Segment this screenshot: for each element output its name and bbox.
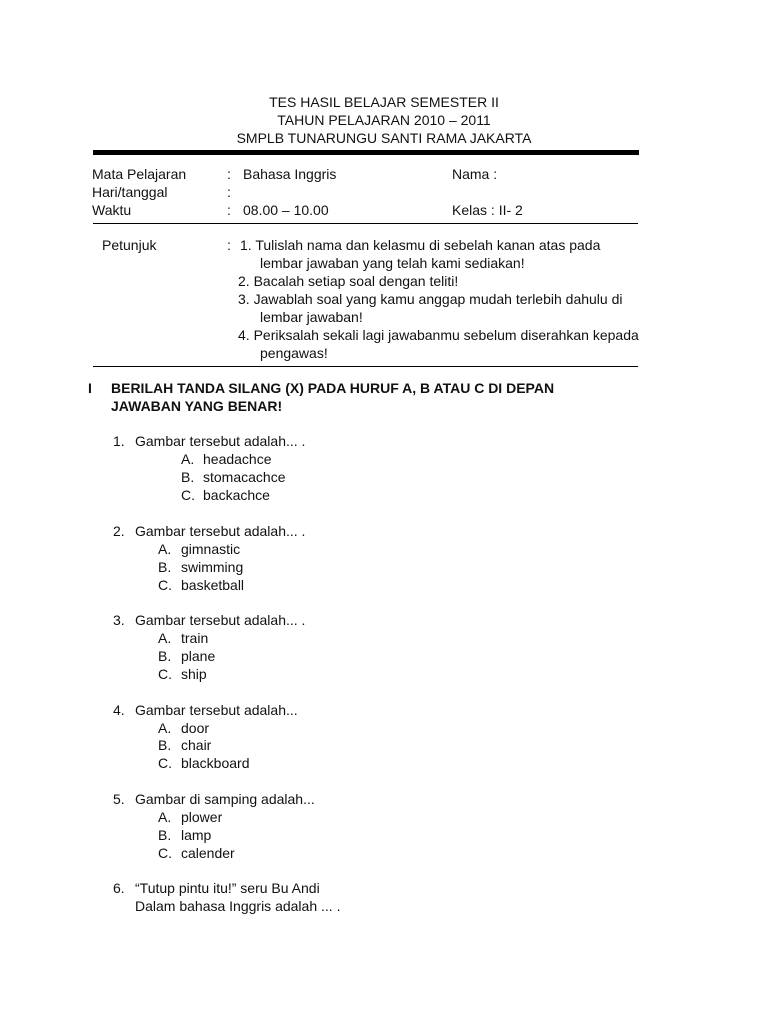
header-divider-thick <box>93 150 639 155</box>
option-letter: A. <box>158 809 172 825</box>
instructions-label: Petunjuk <box>102 237 157 253</box>
time-colon: : <box>227 202 231 218</box>
option-text: basketball <box>181 577 245 593</box>
option-letter: B. <box>181 469 195 485</box>
question-number: 3. <box>113 612 125 628</box>
option-text: stomacachce <box>203 469 286 485</box>
name-label: Nama : <box>452 166 498 182</box>
instruction-line: lembar jawaban yang telah kami sediakan! <box>260 255 525 271</box>
option-letter: C. <box>158 755 172 771</box>
option-letter: B. <box>158 827 172 843</box>
option-letter: A. <box>158 630 172 646</box>
subject-colon: : <box>227 166 231 182</box>
option-letter: A. <box>158 720 172 736</box>
date-colon: : <box>227 184 231 200</box>
question-text-line2: Dalam bahasa Inggris adalah ... . <box>135 898 341 914</box>
option-text: headachce <box>203 451 272 467</box>
option-text: train <box>181 630 209 646</box>
option-text: blackboard <box>181 755 250 771</box>
subject-label: Mata Pelajaran <box>92 166 187 182</box>
instructions-colon: : <box>227 237 231 253</box>
question-number: 6. <box>113 880 125 896</box>
section-number: I <box>88 380 92 396</box>
question-text: Gambar tersebut adalah... . <box>135 523 306 539</box>
option-letter: B. <box>158 648 172 664</box>
option-letter: B. <box>158 559 172 575</box>
instructions-divider <box>93 366 638 367</box>
instruction-line: 3. Jawablah soal yang kamu anggap mudah terlebih dahulu di <box>238 291 623 307</box>
option-text: gimnastic <box>181 541 241 557</box>
section-title: BERILAH TANDA SILANG (X) PADA HURUF A, B ATAU C DI DEPAN <box>111 380 555 396</box>
question-text: Gambar tersebut adalah... <box>135 702 298 718</box>
question-number: 5. <box>113 791 125 807</box>
instruction-line: 4. Periksalah sekali lagi jawabanmu sebelum diserahkan kepada <box>238 327 639 343</box>
option-letter: C. <box>158 845 172 861</box>
option-text: door <box>181 720 210 736</box>
option-text: backachce <box>203 487 270 503</box>
question-number: 4. <box>113 702 125 718</box>
option-letter: C. <box>158 666 172 682</box>
info-divider <box>93 223 638 224</box>
time-label: Waktu <box>92 202 132 218</box>
option-text: lamp <box>181 827 212 843</box>
option-text: chair <box>181 737 212 753</box>
question-number: 1. <box>113 433 125 449</box>
class-label: Kelas : II- 2 <box>452 202 523 218</box>
option-letter: C. <box>158 577 172 593</box>
instruction-line: 2. Bacalah setiap soal dengan teliti! <box>238 273 459 289</box>
option-text: swimming <box>181 559 244 575</box>
doc-title-line3: SMPLB TUNARUNGU SANTI RAMA JAKARTA <box>236 130 532 146</box>
option-letter: A. <box>181 451 195 467</box>
doc-title-line1: TES HASIL BELAJAR SEMESTER II <box>269 94 499 110</box>
doc-title-line2: TAHUN PELAJARAN 2010 – 2011 <box>277 112 491 128</box>
instruction-line: 1. Tulislah nama dan kelasmu di sebelah kanan atas pada <box>240 237 601 253</box>
question-number: 2. <box>113 523 125 539</box>
option-text: ship <box>181 666 207 682</box>
instruction-line: lembar jawaban! <box>260 309 363 325</box>
question-text: Gambar tersebut adalah... . <box>135 433 306 449</box>
option-text: plower <box>181 809 223 825</box>
question-text: Gambar di samping adalah... <box>135 791 315 807</box>
option-text: calender <box>181 845 235 861</box>
section-title-line2: JAWABAN YANG BENAR! <box>111 398 283 414</box>
option-text: plane <box>181 648 216 664</box>
date-label: Hari/tanggal <box>92 184 168 200</box>
option-letter: A. <box>158 541 172 557</box>
instruction-line: pengawas! <box>260 345 328 361</box>
question-text: “Tutup pintu itu!” seru Bu Andi <box>135 880 320 896</box>
time-value: 08.00 – 10.00 <box>243 202 329 218</box>
question-text: Gambar tersebut adalah... . <box>135 612 306 628</box>
option-letter: C. <box>181 487 195 503</box>
subject-value: Bahasa Inggris <box>243 166 337 182</box>
option-letter: B. <box>158 737 172 753</box>
